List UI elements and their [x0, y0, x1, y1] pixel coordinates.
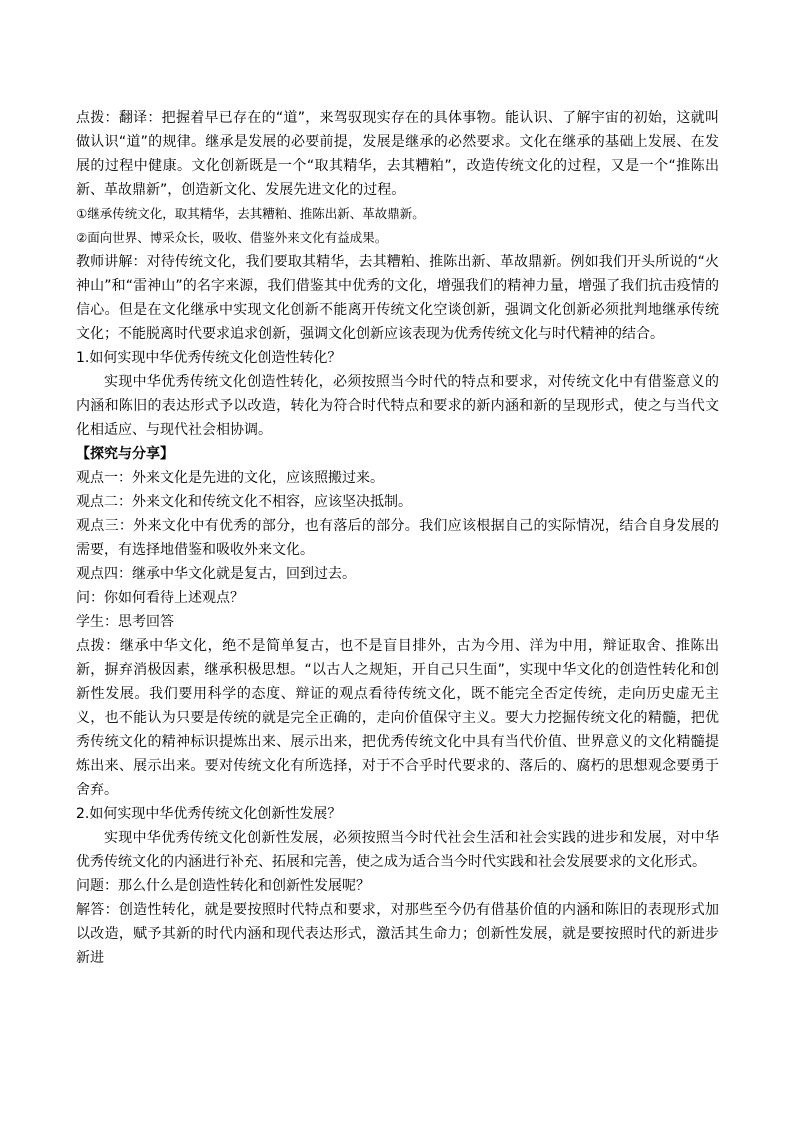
- question-line: 问：你如何看待上述观点？: [76, 590, 244, 606]
- heading-question-2: 2.如何实现中华优秀传统文化创新性发展？: [76, 806, 342, 822]
- student-line: 学生：思考回答: [76, 614, 174, 630]
- list-item-inherit: ①继承传统文化，取其精华，去其糟粕、推陈出新、革故鼎新。: [76, 206, 425, 221]
- paragraph-answer-definition: 解答：创造性转化，就是要按照时代特点和要求，对那些至今仍有借基价值的内涵和陈旧的表现形式加以改造，赋予其新的时代内涵和现代表达形式，激活其生命力；创新性发展，就是要按照时代的新进步新进: [76, 902, 719, 966]
- viewpoint-1: 观点一：外来文化是先进的文化，应该照搬过来。: [76, 470, 384, 486]
- paragraph-hint-translation: 点拨：翻译：把握着早已存在的“道”，来驾驭现实存在的具体事物。能认识、了解宇宙的初始，这就叫做认识“道”的规律。继承是发展的必要前提，发展是继承的必然要求。文化在继承的基础上发展、在发展的过程中健康。文化创新既是一个“取其精华，去其糟粕”，改造传统文化的过程，又是一个“推陈出新、革故鼎新”，创造新文化、发展先进文化的过程。: [76, 110, 719, 198]
- paragraph-teacher-explain: 教师讲解：对待传统文化，我们要取其精华，去其糟粕、推陈出新、革故鼎新。例如我们开头所说的“火神山”和“雷神山”的名字来源，我们借鉴其中优秀的文化，增强我们的精神力量，增强了我们抗击疫情的信心。但是在文化继承中实现文化创新不能离开传统文化空谈创新，强调文化创新必须批判地继承传统文化；不能脱离时代要求追求创新，强调文化创新应该表现为优秀传统文化与时代精神的结合。: [76, 254, 719, 342]
- paragraph-hint-inherit: 点拨：继承中华文化，绝不是简单复古，也不是盲目排外，古为今用、洋为中用，辩证取舍、推陈出新，摒弃消极因素，继承积极思想。“以古人之规矩，开自己只生面”，实现中华文化的创造性转化和创新性发展。我们要用科学的态度、辩证的观点看待传统文化，既不能完全否定传统，走向历史虚无主义，也不能认为只要是传统的就是完全正确的，走向价值保守主义。要大力挖掘传统文化的精髓，把优秀传统文化的精神标识提炼出来、展示出来，把优秀传统文化中具有当代价值、世界意义的文化精髓提炼出来、展示出来。要对传统文化有所选择，对于不合乎时代要求的、落后的、腐朽的思想观念要勇于舍弃。: [76, 638, 719, 798]
- question-what-is: 问题：那么什么是创造性转化和创新性发展呢？: [76, 878, 370, 894]
- document-body: [76, 106, 719, 970]
- viewpoint-3: 观点三：外来文化中有优秀的部分，也有落后的部分。我们应该根据自己的实际情况，结合自身发展的需要，有选择地借鉴和吸收外来文化。: [76, 518, 719, 558]
- paragraph-answer-2: 实现中华优秀传统文化创新性发展，必须按照当今时代社会生活和社会实践的进步和发展，对中华优秀传统文化的内涵进行补充、拓展和完善，使之成为适合当今时代实践和社会发展要求的文化形式。: [76, 830, 719, 870]
- list-item-world: ②面向世界、博采众长，吸收、借鉴外来文化有益成果。: [76, 230, 388, 245]
- heading-question-1: 1.如何实现中华优秀传统文化创造性转化？: [76, 350, 342, 366]
- viewpoint-4: 观点四：继承中华文化就是复古，回到过去。: [76, 566, 356, 582]
- viewpoint-2: 观点二：外来文化和传统文化不相容，应该坚决抵制。: [76, 494, 412, 510]
- section-heading-explore: 【探究与分享】: [76, 446, 174, 462]
- paragraph-answer-1: 实现中华优秀传统文化创造性转化，必须按照当今时代的特点和要求，对传统文化中有借鉴意义的内涵和陈旧的表达形式予以改造，转化为符合时代特点和要求的新内涵和新的呈现形式，使之与当代文化相适应、与现代社会相协调。: [76, 374, 719, 438]
